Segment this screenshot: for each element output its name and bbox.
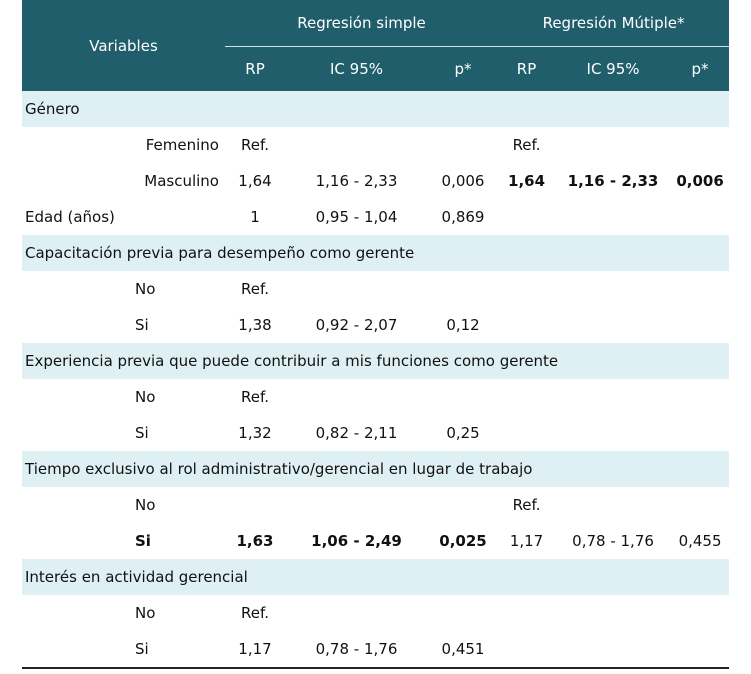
- value-rp-multiple: [498, 199, 555, 235]
- value-ic-simple: [285, 379, 428, 415]
- value-rp-multiple: 1,17: [509, 532, 544, 550]
- value-rp-simple: [225, 487, 285, 523]
- section-row: [22, 343, 729, 379]
- value-rp-simple: 1,32: [238, 424, 272, 442]
- section-label: Experiencia previa que puede contribuir a mis funciones como gerente: [22, 343, 729, 379]
- header-ic-simple: IC 95%: [285, 47, 428, 92]
- value-ic-simple: 1,06 - 2,49: [311, 532, 402, 550]
- section-row: [22, 91, 729, 127]
- table-row: [22, 379, 729, 415]
- header-rp-simple: RP: [225, 47, 285, 92]
- value-p-simple: [428, 379, 498, 415]
- row-label: Si: [135, 532, 151, 550]
- table-row: [22, 631, 729, 668]
- value-ic-multiple: [555, 379, 671, 415]
- value-p-multiple: [671, 631, 729, 668]
- value-ic-simple: [285, 127, 428, 163]
- value-p-simple: [428, 595, 498, 631]
- value-ic-multiple: 1,16 - 2,33: [567, 172, 659, 190]
- row-label: Si: [22, 631, 225, 668]
- value-rp-multiple: [498, 307, 555, 343]
- table-row: [22, 127, 729, 163]
- value-rp-multiple: [498, 631, 555, 668]
- value-p-multiple: 0,006: [676, 172, 724, 190]
- value-p-simple: [428, 271, 498, 307]
- value-rp-simple: 1,63: [236, 532, 274, 550]
- value-p-simple: [428, 487, 498, 523]
- section-row: [22, 559, 729, 595]
- value-ic-multiple: [555, 415, 671, 451]
- value-ic-simple: 0,95 - 1,04: [315, 208, 398, 226]
- header-multiple-regression: [498, 0, 729, 47]
- value-rp-multiple: Ref.: [512, 496, 541, 514]
- table-header: [22, 0, 729, 91]
- value-ic-simple: 0,82 - 2,11: [315, 424, 398, 442]
- value-rp-multiple: 1,64: [508, 172, 546, 190]
- row-label: Edad (años): [25, 208, 115, 226]
- value-rp-multiple: [498, 415, 555, 451]
- table-row: [22, 199, 729, 235]
- value-p-multiple: [671, 199, 729, 235]
- row-label: Si: [135, 316, 149, 334]
- value-p-multiple: [671, 379, 729, 415]
- value-rp-simple: 1,38: [238, 316, 272, 334]
- section-label: Capacitación previa para desempeño como gerente: [22, 235, 729, 271]
- row-label: Femenino: [145, 136, 219, 154]
- row-label: No: [135, 604, 156, 622]
- section-row: [22, 451, 729, 487]
- section-label: Género: [22, 91, 729, 127]
- value-p-simple: 0,451: [428, 631, 498, 668]
- value-ic-simple: [285, 595, 428, 631]
- value-p-multiple: [671, 415, 729, 451]
- table-body: [22, 91, 729, 668]
- table-row: [22, 163, 729, 199]
- section-label: Tiempo exclusivo al rol administrativo/gerencial en lugar de trabajo: [22, 451, 729, 487]
- value-p-simple: [428, 127, 498, 163]
- table-row: [22, 307, 729, 343]
- row-label: No: [135, 388, 156, 406]
- value-p-multiple: 0,455: [678, 532, 722, 550]
- value-p-simple: 0,25: [446, 424, 480, 442]
- table-row: [22, 487, 729, 523]
- value-p-multiple: [671, 307, 729, 343]
- value-p-simple: 0,12: [446, 316, 480, 334]
- value-p-multiple: [671, 271, 729, 307]
- value-rp-multiple: Ref.: [512, 136, 541, 154]
- value-ic-simple: 1,16 - 2,33: [315, 172, 398, 190]
- row-label: Masculino: [144, 172, 219, 190]
- value-rp-simple: Ref.: [241, 388, 269, 406]
- value-ic-multiple: [555, 631, 671, 668]
- table-row: [22, 271, 729, 307]
- header-multiple-label: Regresión Mútiple*: [542, 14, 685, 32]
- table-row: [22, 415, 729, 451]
- value-p-simple: 0,006: [441, 172, 485, 190]
- results-table: [22, 0, 729, 669]
- header-simple-regression: [225, 0, 498, 47]
- value-ic-multiple: [555, 487, 671, 523]
- section-row: [22, 235, 729, 271]
- value-p-multiple: [671, 595, 729, 631]
- row-label: No: [135, 280, 156, 298]
- value-rp-simple: 1,17: [225, 631, 285, 668]
- value-p-multiple: [671, 127, 729, 163]
- value-rp-multiple: [498, 595, 555, 631]
- table-row: [22, 595, 729, 631]
- value-p-simple: 0,025: [439, 532, 487, 550]
- section-label: Interés en actividad gerencial: [22, 559, 729, 595]
- value-rp-simple: Ref.: [241, 280, 269, 298]
- value-ic-multiple: 0,78 - 1,76: [572, 532, 654, 550]
- value-ic-simple: 0,92 - 2,07: [315, 316, 398, 334]
- value-rp-simple: Ref.: [241, 604, 269, 622]
- value-ic-multiple: [555, 127, 671, 163]
- value-p-simple: 0,869: [441, 208, 485, 226]
- value-ic-simple: [285, 487, 428, 523]
- header-variables: Variables: [22, 0, 225, 91]
- table-row: [22, 523, 729, 559]
- row-label: Si: [135, 424, 149, 442]
- value-ic-multiple: [555, 271, 671, 307]
- value-ic-multiple: [555, 595, 671, 631]
- value-rp-multiple: [498, 379, 555, 415]
- value-rp-simple: 1,64: [238, 172, 272, 190]
- value-rp-simple: 1: [250, 208, 260, 226]
- header-p-simple: p*: [428, 47, 498, 92]
- value-ic-simple: [285, 271, 428, 307]
- row-label: No: [135, 496, 156, 514]
- value-rp-multiple: [498, 271, 555, 307]
- value-ic-multiple: [555, 307, 671, 343]
- value-rp-simple: Ref.: [241, 136, 269, 154]
- value-p-multiple: [671, 487, 729, 523]
- value-ic-multiple: [555, 199, 671, 235]
- header-simple-label: Regresión simple: [297, 14, 426, 32]
- value-ic-simple: 0,78 - 1,76: [285, 631, 428, 668]
- header-ic-multiple: IC 95%: [555, 47, 671, 92]
- header-rp-multiple: RP: [498, 47, 555, 92]
- header-p-multiple: p*: [671, 47, 729, 92]
